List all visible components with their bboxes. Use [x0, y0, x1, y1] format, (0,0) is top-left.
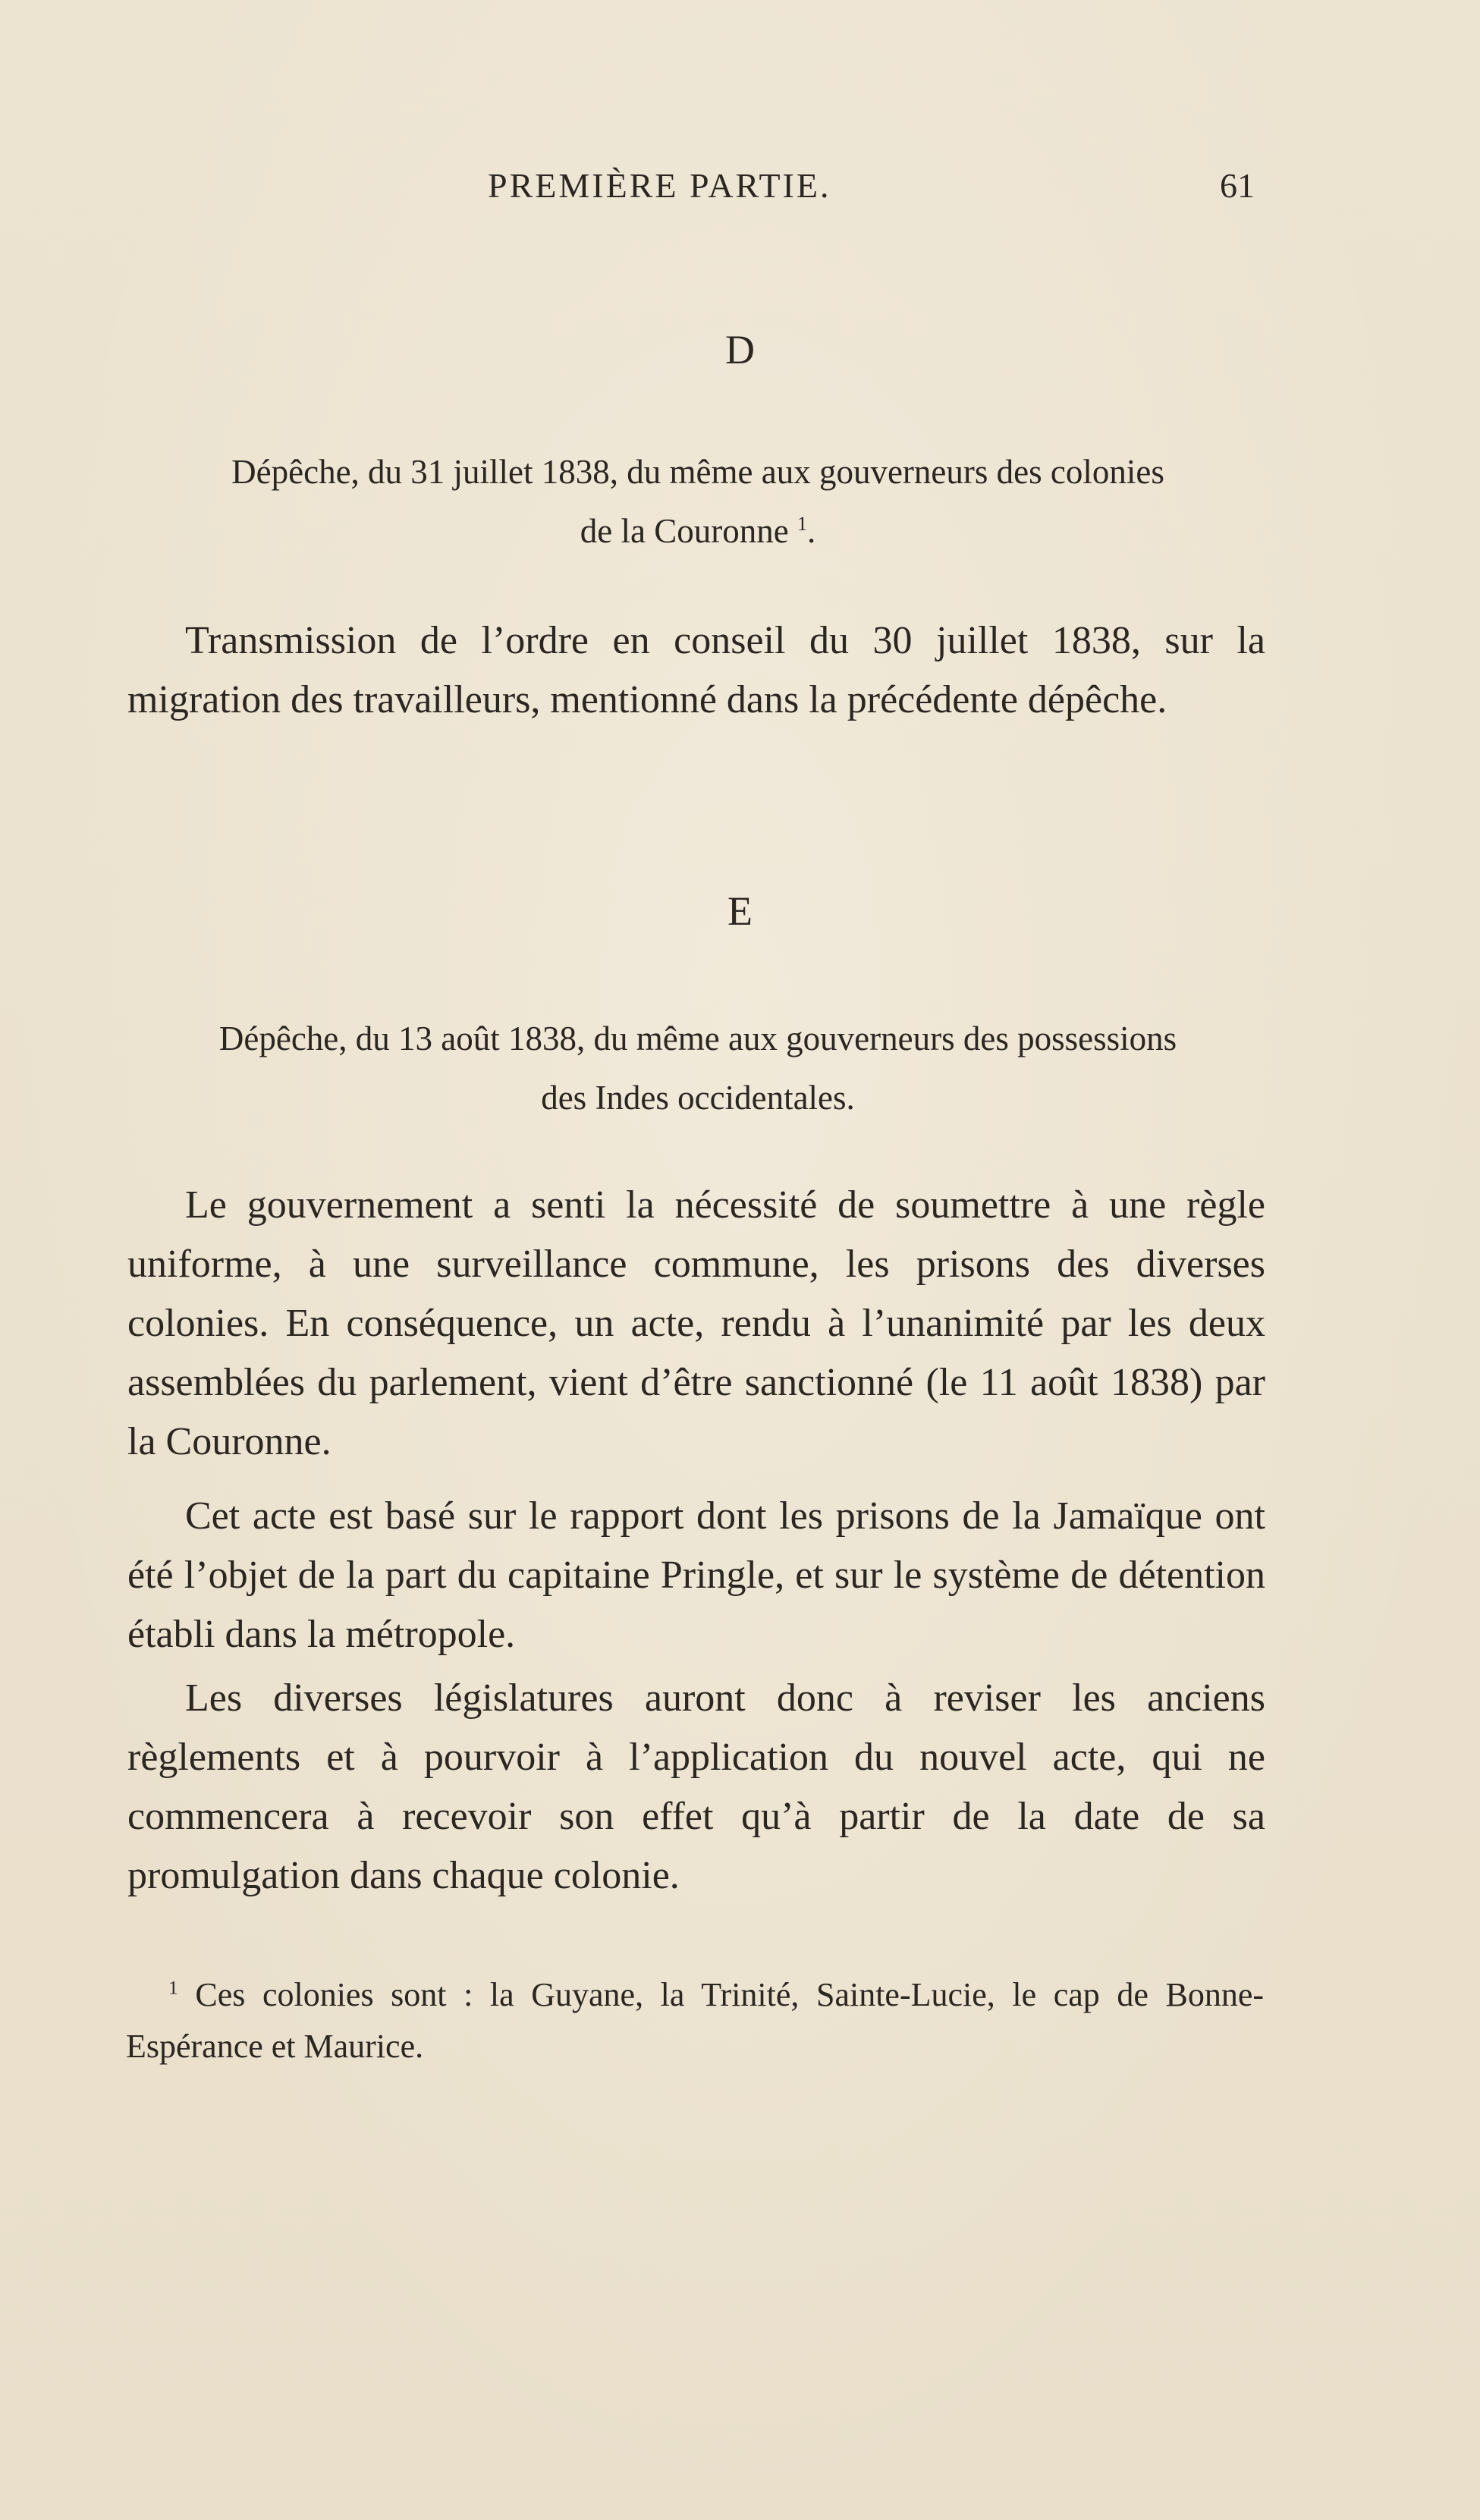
section-e-paragraph-1: Le gouvernement a senti la nécessité de soumettre à une règle uniforme, à une surveillance commune, les prisons des diverses colonies. En conséquence, un acte, rendu à l’unanimité par les deux assemblées du parlement, vient d’être sanctionné (le 11 août 1838) par la Couronne.	[127, 1183, 1265, 1463]
section-d-heading-line2-wrap	[133, 501, 1263, 561]
footnote-marker: 1	[168, 1976, 178, 1999]
page-number: 61	[1220, 166, 1255, 205]
section-e-paragraph-2: Cet acte est basé sur le rapport dont les prisons de la Jamaïque ont été l’objet de la part du capitaine Pringle, et sur le système de détention établi dans la métropole.	[127, 1494, 1265, 1656]
footnote	[126, 1969, 1264, 2072]
section-e-heading	[133, 1009, 1263, 1127]
section-letter-e: E	[727, 888, 753, 934]
running-head: PREMIÈRE PARTIE.	[488, 166, 831, 205]
section-e-heading-line2: des Indes occidentales.	[541, 1079, 855, 1117]
section-d-heading-end: .	[806, 512, 816, 550]
section-d-heading-line2: de la Couronne	[580, 512, 789, 550]
section-e-paragraph-3: Les diverses législatures auront donc à reviser les anciens règlements et à pourvoir à l’application du nouvel acte, qui ne commencera à recevoir son effet qu’à partir de la date de sa promulgation dans chaque colonie.	[127, 1676, 1265, 1897]
footnote-reference: 1	[797, 513, 807, 535]
section-d-paragraph: Transmission de l’ordre en conseil du 30 juillet 1838, sur la migration des travailleurs, mentionné dans la précédente dépêche.	[127, 619, 1265, 721]
section-d-heading	[133, 442, 1263, 561]
footnote-text: Ces colonies sont : la Guyane, la Trinité, Sainte-Lucie, le cap de Bonne-Espérance et Maurice.	[126, 1976, 1264, 2065]
section-e-heading-line1: Dépêche, du 13 août 1838, du même aux gouverneurs des possessions	[218, 1020, 1177, 1057]
section-letter-d: D	[725, 327, 755, 372]
section-d-heading-line1: Dépêche, du 31 juillet 1838, du même aux gouverneurs des colonies	[231, 453, 1164, 491]
